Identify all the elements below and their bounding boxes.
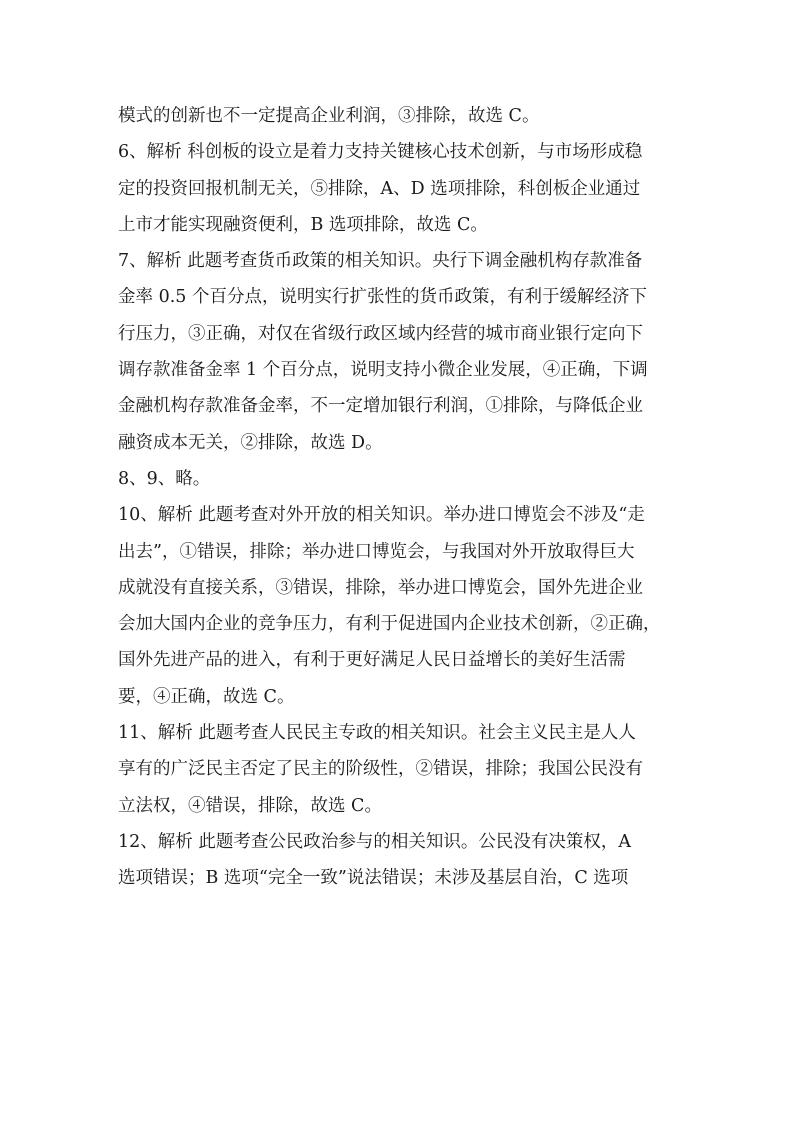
document-body <box>118 98 678 897</box>
text-line: 成就没有直接关系，③错误，排除，举办进口博览会，国外先进企业 <box>118 577 643 598</box>
text-line: 6、解析 科创板的设立是着力支持关键核心技术创新，与市场形成稳 <box>118 142 643 163</box>
text-line: 11、解析 此题考查人民民主专政的相关知识。社会主义民主是人人 <box>118 723 636 744</box>
text-line: 8、9、略。 <box>118 468 211 489</box>
text-line: 行压力，③正确，对仅在省级行政区域内经营的城市商业银行定向下 <box>118 323 643 344</box>
text-line: 定的投资回报机制无关，⑤排除，A、D 选项排除，科创板企业通过 <box>118 178 641 199</box>
text-line: 7、解析 此题考查货币政策的相关知识。央行下调金融机构存款准备 <box>118 251 643 272</box>
text-line: 要，④正确，故选 C。 <box>118 686 295 707</box>
text-line: 调存款准备金率 1 个百分点，说明支持小微企业发展，④正确，下调 <box>118 360 648 381</box>
text-line: 12、解析 此题考查公民政治参与的相关知识。公民没有决策权，A <box>118 831 631 852</box>
text-line: 上市才能实现融资便利，B 选项排除，故选 C。 <box>118 214 488 235</box>
text-line: 会加大国内企业的竞争压力，有利于促进国内企业技术创新，②正确， <box>118 614 661 635</box>
text-line: 国外先进产品的进入，有利于更好满足人民日益增长的美好生活需 <box>118 650 626 671</box>
text-line: 立法权，④错误，排除，故选 C。 <box>118 795 382 816</box>
text-line: 出去”，①错误，排除；举办进口博览会，与我国对外开放取得巨大 <box>118 541 635 562</box>
text-line: 10、解析 此题考查对外开放的相关知识。举办进口博览会不涉及“走 <box>118 505 645 526</box>
text-line: 模式的创新也不一定提高企业利润，③排除，故选 C。 <box>118 106 540 126</box>
text-line: 享有的广泛民主否定了民主的阶级性，②错误，排除；我国公民没有 <box>118 759 643 780</box>
text-line: 融资成本无关，②排除，故选 D。 <box>118 432 383 453</box>
text-line: 金率 0.5 个百分点，说明实行扩张性的货币政策，有利于缓解经济下 <box>118 287 647 308</box>
text-line: 选项错误；B 选项“完全一致”说法错误；未涉及基层自治，C 选项 <box>118 868 629 889</box>
text-line: 金融机构存款准备金率，不一定增加银行利润，①排除，与降低企业 <box>118 396 643 417</box>
